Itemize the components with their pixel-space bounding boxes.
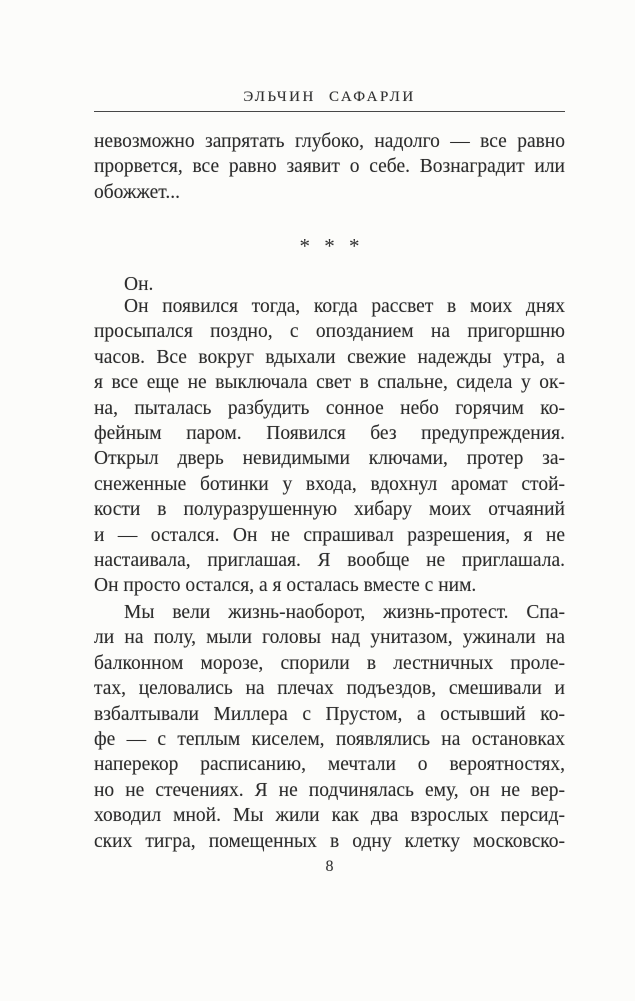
text-line: просыпался поздно, с опозданием на пригоршню bbox=[94, 321, 565, 343]
running-header-author: ЭЛЬЧИН САФАРЛИ bbox=[243, 89, 416, 105]
text-line: ских тигра, помещенных в одну клетку московско- bbox=[94, 830, 565, 852]
paragraph-continuation bbox=[94, 129, 565, 205]
text-line: Мы вели жизнь-наоборот, жизнь-протест. Спа- bbox=[124, 602, 565, 623]
text-line: фейным паром. Появился без предупреждения. bbox=[94, 422, 565, 444]
running-header bbox=[94, 88, 565, 112]
text-line: Он просто остался, а я осталась вместе с ним. bbox=[94, 575, 477, 597]
text-line: настаивала, приглашая. Я вообще не приглашала. bbox=[94, 549, 565, 571]
page-content bbox=[94, 0, 565, 1001]
paragraph-life-in-reverse bbox=[94, 600, 565, 854]
page-number: 8 bbox=[325, 858, 334, 875]
text-line: прорвется, все равно заявит о себе. Вознаградит или bbox=[94, 156, 565, 178]
text-line: Он. bbox=[124, 274, 154, 295]
text-line: Он появился тогда, когда рассвет в моих днях bbox=[124, 296, 565, 317]
text-line: балконном морозе, спорили в лестничных проле- bbox=[94, 652, 565, 674]
text-line: часов. Все вокруг вдыхали свежие надежды утра, а bbox=[94, 346, 565, 368]
paragraph-he-appeared bbox=[94, 294, 565, 599]
text-line: невозможно запрятать глубоко, надолго — все равно bbox=[94, 131, 565, 152]
text-line: снеженные ботинки у входа, вдохнул аромат стой- bbox=[94, 473, 565, 495]
text-line: ховодил мной. Мы жили как два взрослых персид- bbox=[94, 805, 565, 827]
text-line: наперекор расписанию, мечтали о вероятностях, bbox=[94, 754, 565, 776]
text-line: взбалтывали Миллера с Прустом, а остывший ко- bbox=[94, 703, 565, 725]
section-separator: * * * bbox=[299, 234, 360, 258]
text-line: обожжет... bbox=[94, 181, 180, 203]
text-line: кости в полуразрушенную хибару моих отчаяний bbox=[94, 499, 565, 521]
text-line: фе — с теплым киселем, появлялись на остановках bbox=[94, 728, 565, 750]
text-line: тах, целовались на плечах подъездов, смешивали и bbox=[94, 678, 565, 700]
text-line: и — остался. Он не спрашивал разрешения, я не bbox=[94, 524, 565, 546]
text-line: я все еще не выключала свет в спальне, сидела у ок- bbox=[94, 372, 565, 394]
text-line: ли на полу, мыли головы над унитазом, ужинали на bbox=[94, 627, 565, 649]
text-line: но не стечениях. Я не подчинялась ему, он не вер- bbox=[94, 779, 565, 801]
text-line: Открыл дверь невидимыми ключами, протер за- bbox=[94, 448, 565, 470]
text-line: на, пыталась разбудить сонное небо горячим ко- bbox=[94, 397, 565, 419]
